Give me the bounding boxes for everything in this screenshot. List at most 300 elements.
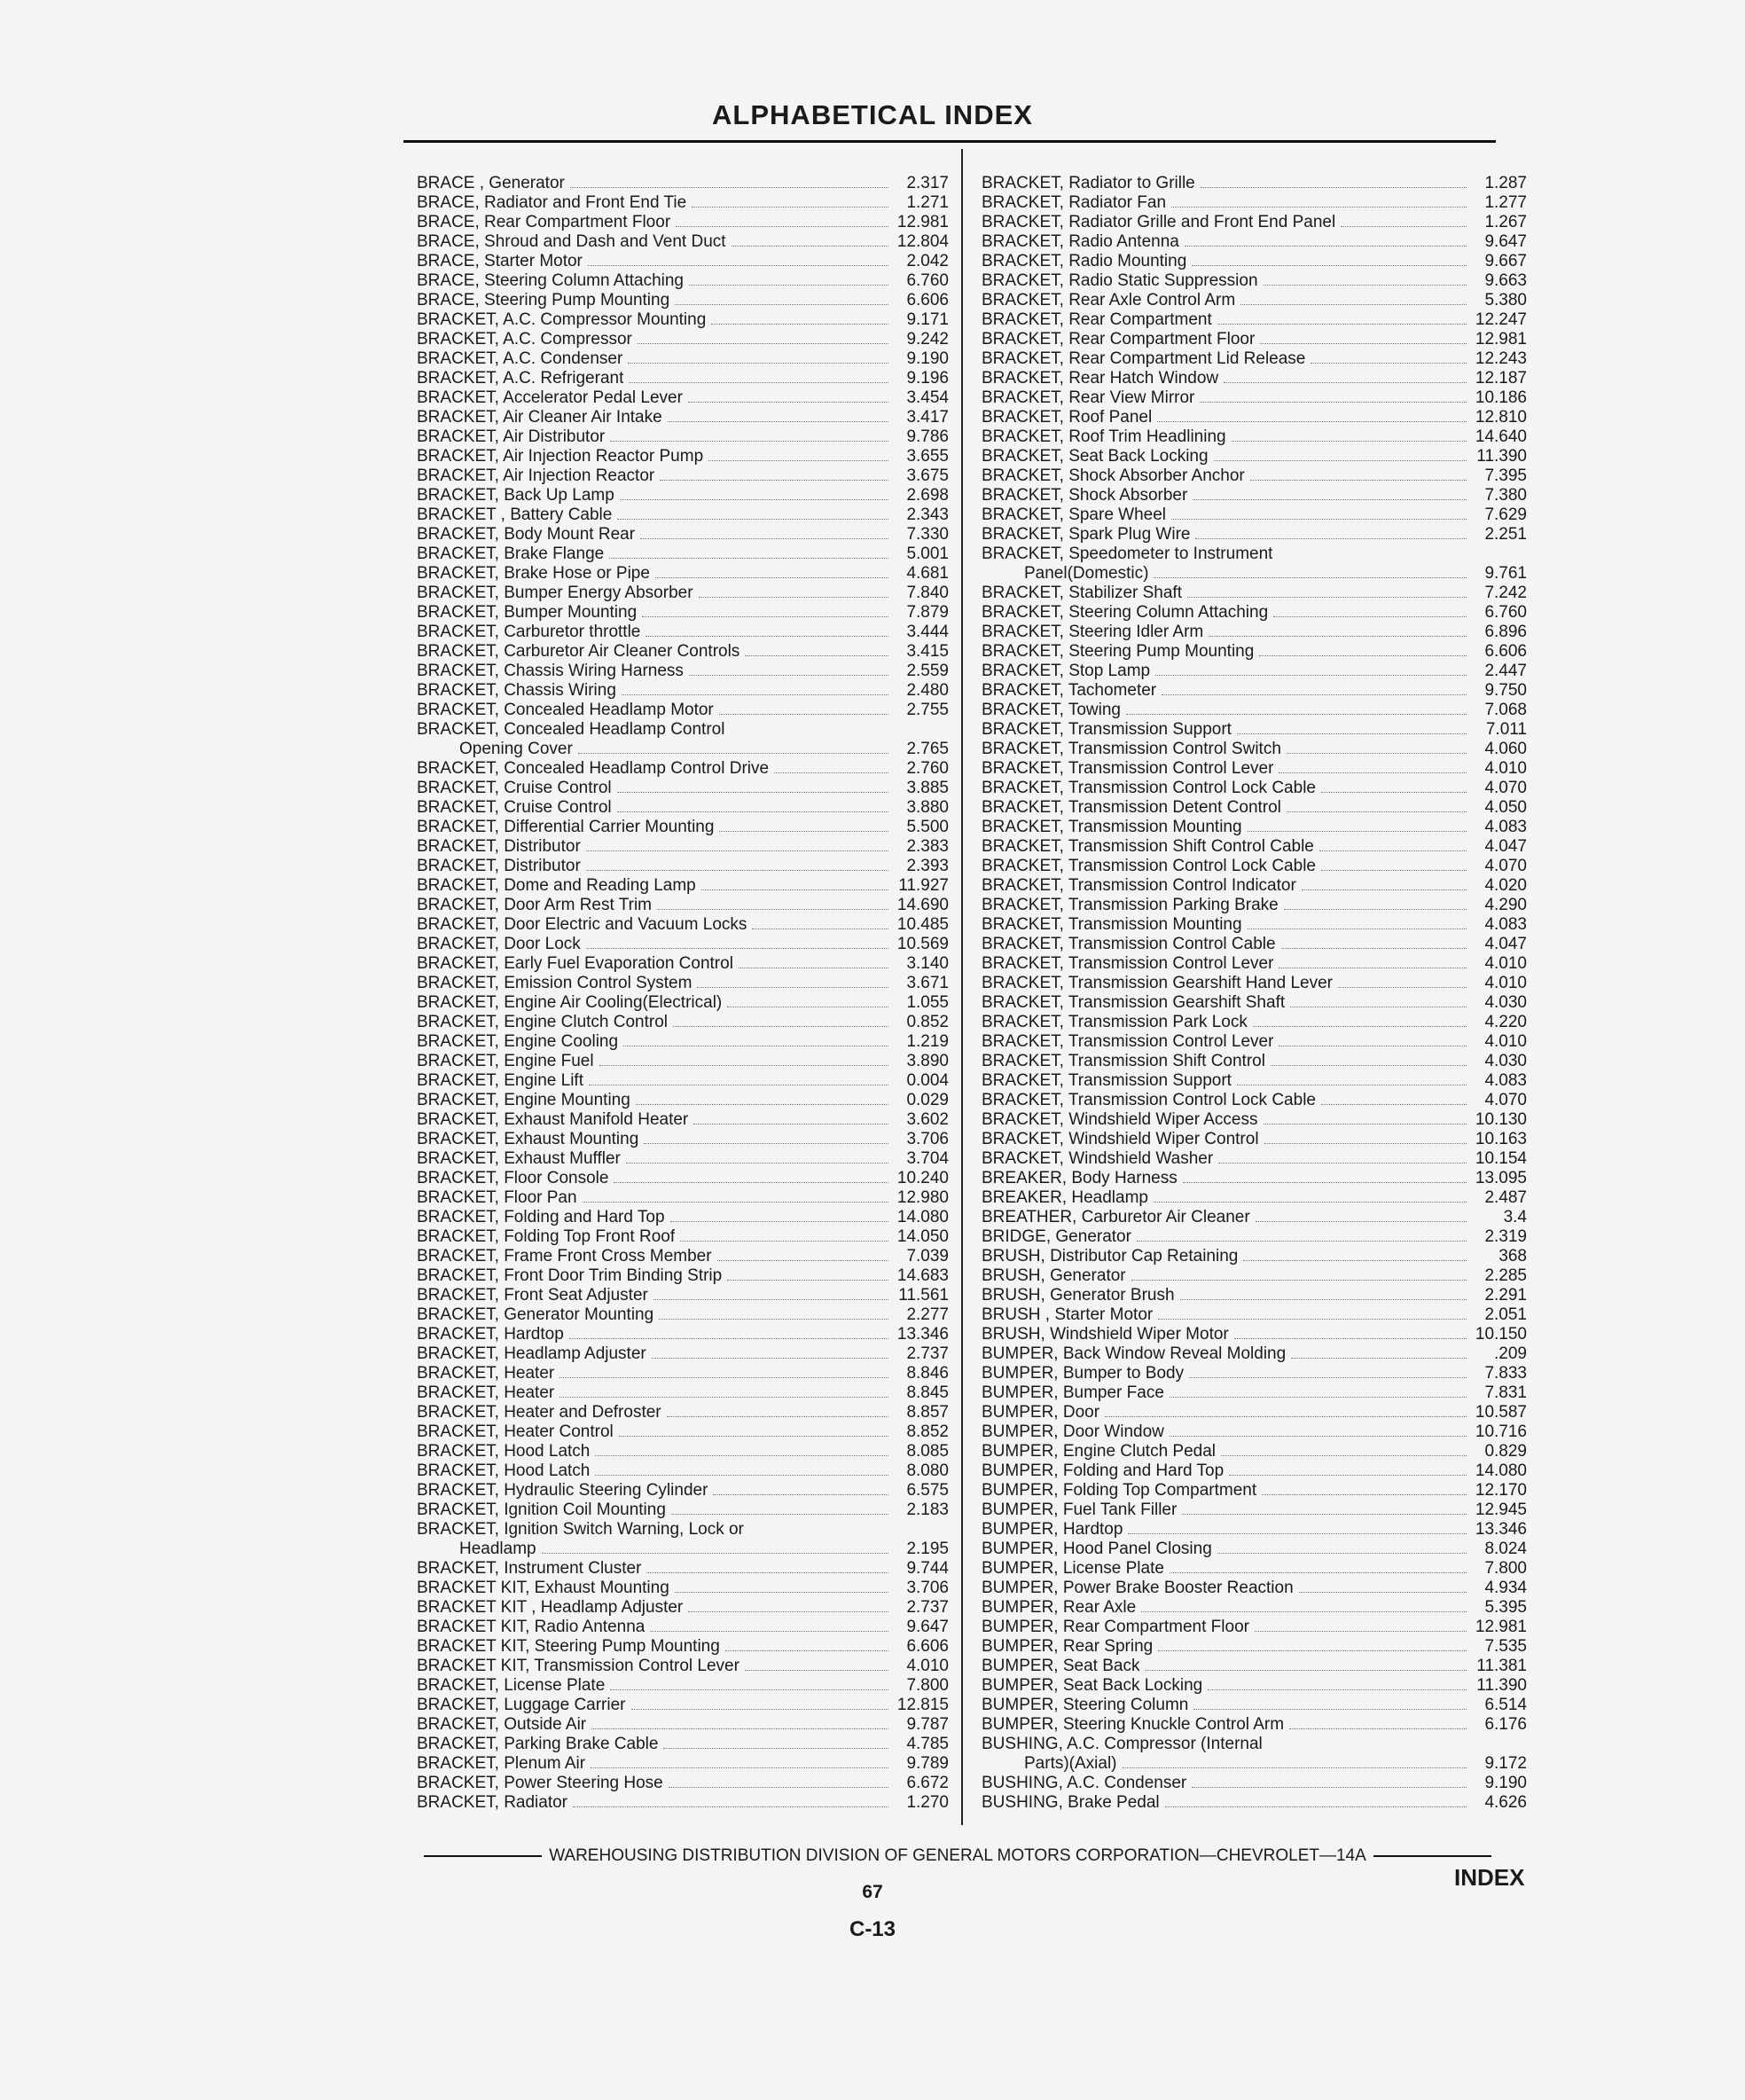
index-entry (417, 1715, 949, 1735)
index-entry (982, 1383, 1527, 1403)
index-entry (982, 447, 1527, 466)
entry-number: 2.765 (906, 740, 949, 758)
entry-number: 1.055 (906, 993, 949, 1012)
entry-number: 7.068 (1484, 701, 1527, 719)
index-entry (417, 252, 949, 271)
leader-dots (1224, 382, 1467, 383)
entry-number: 4.030 (1484, 993, 1527, 1012)
index-entry (417, 1130, 949, 1149)
leader-dots (559, 1377, 888, 1378)
entry-number: 4.010 (1484, 759, 1527, 778)
leader-dots (745, 655, 888, 656)
leader-dots (745, 1670, 888, 1671)
index-entry (417, 662, 949, 681)
entry-number: 14.050 (896, 1227, 949, 1246)
entry-name: BRACKET, Brake Hose or Pipe (417, 564, 650, 583)
entry-name: BRACKET, Roof Panel (982, 408, 1153, 427)
entry-name: BUSHING, Brake Pedal (982, 1793, 1160, 1812)
entry-number: 9.172 (1484, 1754, 1527, 1773)
leader-dots (1256, 1221, 1467, 1222)
entry-number: 9.647 (1484, 232, 1527, 251)
leader-dots (1192, 1787, 1467, 1788)
entry-name: BUSHING, A.C. Condenser (982, 1774, 1187, 1792)
entry-number: 9.744 (906, 1559, 949, 1578)
leader-dots (1264, 285, 1467, 286)
index-entry (982, 740, 1527, 759)
entry-name: BRACKET, Radiator to Grille (982, 174, 1195, 192)
leader-dots (640, 538, 888, 539)
index-entry (982, 1032, 1527, 1052)
leader-dots (646, 1572, 888, 1573)
entry-name: BRACKET, Rear Compartment (982, 310, 1212, 329)
entry-number: 1.287 (1484, 174, 1527, 192)
entry-number: 4.070 (1484, 1091, 1527, 1109)
entry-number: 13.095 (1475, 1169, 1527, 1187)
leader-dots (1158, 1319, 1467, 1320)
leader-dots (1218, 1163, 1467, 1164)
index-entry (417, 310, 949, 330)
entry-number: 9.663 (1484, 271, 1527, 290)
entry-name: BUMPER, Seat Back Locking (982, 1676, 1203, 1695)
entry-name: BRACKET, Transmission Control Lock Cable (982, 779, 1316, 797)
index-entry (982, 1637, 1527, 1657)
entry-name: BUMPER, Rear Compartment Floor (982, 1618, 1249, 1636)
entry-number: 10.485 (896, 915, 949, 934)
entry-number: 8.857 (906, 1403, 949, 1422)
index-entry (417, 1481, 949, 1501)
index-entry (982, 427, 1527, 447)
entry-number: 4.050 (1484, 798, 1527, 817)
entry-number: 1.270 (906, 1793, 949, 1812)
entry-number: 12.981 (1475, 330, 1527, 349)
leader-dots (1154, 1202, 1467, 1203)
entry-number: 9.787 (906, 1715, 949, 1734)
entry-name: BRACKET, Transmission Control Indicator (982, 876, 1296, 895)
leader-dots (1255, 1631, 1467, 1632)
entry-number: 13.346 (1475, 1520, 1527, 1539)
entry-name: BRACE , Generator (417, 174, 565, 192)
entry-name: BRACKET, Seat Back Locking (982, 447, 1209, 466)
index-entry (982, 466, 1527, 486)
entry-number: 3.704 (906, 1149, 949, 1168)
index-entry (982, 662, 1527, 681)
entry-number: 12.170 (1475, 1481, 1527, 1500)
index-entry (982, 232, 1527, 252)
leader-dots (1248, 831, 1467, 832)
entry-name: BRACKET, Hood Latch (417, 1461, 591, 1480)
leader-dots (1126, 714, 1467, 715)
index-entry (417, 1188, 949, 1208)
entry-number: 14.640 (1475, 427, 1527, 446)
entry-number: 2.183 (906, 1501, 949, 1519)
index-entry (417, 193, 949, 213)
entry-number: 2.051 (1484, 1305, 1527, 1324)
leader-dots (660, 480, 888, 481)
entry-number: 2.755 (906, 701, 949, 719)
entry-number: 12.981 (896, 213, 949, 231)
entry-number: 13.346 (896, 1325, 949, 1344)
leader-dots (646, 636, 888, 637)
leader-dots (570, 187, 888, 188)
index-entry (982, 1188, 1527, 1208)
leader-dots (1319, 850, 1467, 851)
page-code: C-13 (849, 1917, 896, 1941)
index-entry (982, 1286, 1527, 1305)
index-entry (417, 584, 949, 603)
index-entry (982, 369, 1527, 388)
leader-dots (1240, 304, 1467, 305)
entry-name: BRACKET, Steering Idler Arm (982, 623, 1204, 641)
entry-number: 2.447 (1484, 662, 1527, 680)
entry-number: 9.789 (906, 1754, 949, 1773)
entry-number: 9.190 (906, 349, 949, 368)
entry-number: 3.655 (906, 447, 949, 466)
index-entry (982, 1579, 1527, 1598)
entry-number: 8.085 (906, 1442, 949, 1461)
entry-number: 7.330 (906, 525, 949, 544)
entry-name: BREAKER, Body Harness (982, 1169, 1178, 1187)
leader-dots (1217, 324, 1467, 325)
entry-name: BRACKET, Radio Static Suppression (982, 271, 1258, 290)
entry-number: 0.004 (906, 1071, 949, 1090)
leader-dots (1171, 207, 1467, 208)
leader-dots (614, 1182, 888, 1183)
entry-number: 10.587 (1475, 1403, 1527, 1422)
index-entry (417, 1169, 949, 1188)
index-entry (982, 310, 1527, 330)
index-entry (982, 1598, 1527, 1618)
index-entry (982, 1676, 1527, 1696)
leader-dots (711, 324, 888, 325)
leader-dots (595, 1455, 888, 1456)
entry-number: 4.010 (1484, 1032, 1527, 1051)
leader-dots (1193, 1709, 1467, 1710)
index-entry (982, 564, 1527, 584)
entry-name: BUMPER, Folding Top Compartment (982, 1481, 1257, 1500)
entry-number: 6.896 (1484, 623, 1527, 641)
entry-number: 2.383 (906, 837, 949, 856)
leader-dots (688, 402, 888, 403)
entry-name: BRACKET, Differential Carrier Mounting (417, 818, 715, 836)
entry-name: BRACKET, Folding Top Front Roof (417, 1227, 676, 1246)
entry-number: 2.251 (1484, 525, 1527, 544)
leader-dots (1162, 694, 1467, 695)
index-entry (417, 720, 949, 740)
entry-name: BRACKET, Shock Absorber Anchor (982, 466, 1245, 485)
index-entry (982, 954, 1527, 974)
leader-dots (583, 1202, 888, 1203)
entry-name: BRACKET, Brake Flange (417, 545, 605, 563)
entry-number: 10.130 (1475, 1110, 1527, 1129)
leader-dots (676, 226, 888, 227)
leader-dots (1170, 1397, 1467, 1398)
index-entry (982, 642, 1527, 662)
leader-dots (617, 811, 888, 812)
leader-dots (1243, 1260, 1467, 1261)
index-entry (982, 1208, 1527, 1227)
leader-dots (653, 1299, 888, 1300)
index-entry (417, 271, 949, 291)
leader-dots (1209, 636, 1467, 637)
entry-name: BRACKET, Front Door Trim Binding Strip (417, 1266, 723, 1285)
entry-name: BRACKET, Radiator Grille and Front End Panel (982, 213, 1336, 231)
footer-rule-left (424, 1855, 542, 1857)
index-entry (982, 525, 1527, 545)
entry-name: BRACKET, Roof Trim Headlining (982, 427, 1226, 446)
index-entry (982, 252, 1527, 271)
entry-number: 3.706 (906, 1130, 949, 1148)
entry-name: BUMPER, Bumper Face (982, 1383, 1164, 1402)
entry-name: BRACKET, A.C. Condenser (417, 349, 623, 368)
index-entry (417, 1091, 949, 1110)
entry-number: 4.290 (1484, 896, 1527, 914)
entry-number: 3.671 (906, 974, 949, 992)
index-entry (417, 1383, 949, 1403)
index-entry (417, 1735, 949, 1754)
entry-number: 2.480 (906, 681, 949, 700)
entry-name: BRACKET, Transmission Mounting (982, 818, 1242, 836)
index-entry (417, 1110, 949, 1130)
entry-number: 12.980 (896, 1188, 949, 1207)
leader-dots (610, 1689, 888, 1690)
entry-name: BRACKET, Speedometer to Instrument (982, 545, 1273, 563)
index-entry (417, 427, 949, 447)
index-entry (982, 720, 1527, 740)
leader-dots (578, 753, 888, 754)
entry-name: BUMPER, Seat Back (982, 1657, 1140, 1675)
index-entry (417, 1618, 949, 1637)
index-entry (982, 896, 1527, 915)
entry-name: BRACKET, Heater and Defroster (417, 1403, 661, 1422)
entry-name: BRACKET, Transmission Gearshift Hand Lever (982, 974, 1333, 992)
index-entry (982, 1754, 1527, 1774)
leader-dots (652, 1358, 888, 1359)
index-entry (982, 1735, 1527, 1754)
entry-name: BRUSH , Starter Motor (982, 1305, 1154, 1324)
entry-number: 8.852 (906, 1422, 949, 1441)
leader-dots (617, 792, 888, 793)
entry-number: 12.187 (1475, 369, 1527, 388)
index-entry (417, 993, 949, 1013)
index-entry (982, 408, 1527, 427)
index-entry (417, 1403, 949, 1422)
entry-name: BRACKET, Floor Pan (417, 1188, 577, 1207)
entry-name: BRACKET, Air Injection Reactor (417, 466, 655, 485)
entry-name: BRACKET, Front Seat Adjuster (417, 1286, 648, 1305)
entry-name: BRACKET, A.C. Refrigerant (417, 369, 624, 388)
index-entry (982, 1344, 1527, 1364)
index-entry (982, 388, 1527, 408)
leader-dots (697, 987, 888, 988)
index-entry (982, 1071, 1527, 1091)
entry-name: BREATHER, Carburetor Air Cleaner (982, 1208, 1250, 1226)
leader-dots (591, 1767, 888, 1768)
leader-dots (619, 1436, 888, 1437)
leader-dots (1185, 246, 1467, 247)
index-entry (417, 291, 949, 310)
footer-text: WAREHOUSING DISTRIBUTION DIVISION OF GENERAL MOTORS CORPORATION—CHEVROLET—14A (549, 1846, 1366, 1865)
entry-name: BRACKET, Transmission Support (982, 1071, 1232, 1090)
entry-number: 6.606 (906, 291, 949, 310)
entry-name: BRACKET, Heater (417, 1383, 555, 1402)
entry-name: BRACKET, Tachometer (982, 681, 1157, 700)
entry-number: 7.380 (1484, 486, 1527, 505)
index-entry (417, 388, 949, 408)
entry-number: 9.242 (906, 330, 949, 349)
entry-name: BRACKET, Emission Control System (417, 974, 693, 992)
entry-number: 7.535 (1484, 1637, 1527, 1656)
leader-dots (1217, 1553, 1467, 1554)
index-entry (417, 1305, 949, 1325)
entry-name: BRACKET, Transmission Control Lever (982, 1032, 1274, 1051)
index-entry (982, 1793, 1527, 1813)
entry-number: 6.606 (1484, 642, 1527, 661)
entry-name: BRACKET, Headlamp Adjuster (417, 1344, 646, 1363)
entry-name: BRACKET, Hardtop (417, 1325, 564, 1344)
index-entry (417, 876, 949, 896)
entry-number: 14.080 (1475, 1461, 1527, 1480)
entry-name: BRACE, Steering Column Attaching (417, 271, 684, 290)
index-entry (417, 1344, 949, 1364)
entry-name: BRACKET, Transmission Control Lever (982, 954, 1274, 973)
entry-name: BUMPER, Hardtop (982, 1520, 1123, 1539)
entry-name: BRACKET KIT, Radio Antenna (417, 1618, 646, 1636)
page-title: ALPHABETICAL INDEX (712, 99, 1033, 130)
index-entry (982, 681, 1527, 701)
leader-dots (689, 675, 888, 676)
entry-number: 2.277 (906, 1305, 949, 1324)
leader-dots (1105, 1416, 1467, 1417)
entry-name: BRUSH, Generator (982, 1266, 1126, 1285)
entry-name: BUMPER, Power Brake Booster Reaction (982, 1579, 1294, 1597)
entry-name: BRACE, Starter Motor (417, 252, 583, 270)
leader-dots (1201, 187, 1467, 188)
entry-number: 12.815 (896, 1696, 949, 1714)
index-entry (982, 271, 1527, 291)
entry-name: BRACKET, Engine Fuel (417, 1052, 594, 1070)
entry-name: BRACKET, Distributor (417, 837, 581, 856)
leader-dots (1264, 1143, 1467, 1144)
index-entry (417, 837, 949, 857)
leader-dots (1195, 538, 1467, 539)
index-entry (982, 349, 1527, 369)
entry-number: 2.487 (1484, 1188, 1527, 1207)
index-entry (982, 1442, 1527, 1461)
index-entry (417, 369, 949, 388)
leader-dots (1321, 792, 1467, 793)
leader-dots (655, 577, 888, 578)
entry-number: 3.140 (906, 954, 949, 973)
entry-name: BRACKET, Back Up Lamp (417, 486, 614, 505)
entry-number: 10.154 (1475, 1149, 1527, 1168)
leader-dots (692, 207, 888, 208)
leader-dots (708, 460, 888, 461)
entry-name: BRACKET, Radio Mounting (982, 252, 1187, 270)
entry-name: BRACKET, Cruise Control (417, 798, 612, 817)
entry-number: 2.195 (906, 1540, 949, 1558)
entry-number: 9.667 (1484, 252, 1527, 270)
leader-dots (1214, 460, 1467, 461)
index-entry (417, 174, 949, 193)
leader-dots (599, 1065, 888, 1066)
index-entry (982, 935, 1527, 954)
leader-dots (642, 616, 888, 617)
index-entry (417, 1266, 949, 1286)
entry-number: 2.393 (906, 857, 949, 875)
index-entry (417, 213, 949, 232)
index-entry (982, 1364, 1527, 1383)
leader-dots (1260, 343, 1467, 344)
entry-number: 9.647 (906, 1618, 949, 1636)
index-entry (982, 974, 1527, 993)
leader-dots (1311, 363, 1467, 364)
entry-name: BUMPER, Back Window Reveal Molding (982, 1344, 1287, 1363)
footer (417, 1846, 1499, 1866)
entry-name: BRACKET, Air Distributor (417, 427, 606, 446)
index-entry (982, 623, 1527, 642)
entry-name: BRACKET, Exhaust Muffler (417, 1149, 621, 1168)
index-entry (417, 740, 949, 759)
entry-number: 9.196 (906, 369, 949, 388)
section-label: INDEX (1454, 1864, 1525, 1891)
leader-dots (657, 909, 888, 910)
entry-number: 6.606 (906, 1637, 949, 1656)
entry-name: BUMPER, Bumper to Body (982, 1364, 1185, 1383)
entry-name: BRACKET, Towing (982, 701, 1121, 719)
left-index-column (417, 174, 949, 1813)
entry-name: BRACKET, Windshield Wiper Control (982, 1130, 1259, 1148)
entry-name: BRACKET, Air Injection Reactor Pump (417, 447, 704, 466)
entry-number: 10.716 (1475, 1422, 1527, 1441)
leader-dots (659, 1319, 888, 1320)
entry-number: 7.800 (1484, 1559, 1527, 1578)
leader-dots (1321, 1104, 1467, 1105)
leader-dots (663, 1748, 888, 1749)
leader-dots (610, 441, 888, 442)
entry-name: BUMPER, Engine Clutch Pedal (982, 1442, 1217, 1461)
leader-dots (638, 343, 888, 344)
index-entry (982, 1696, 1527, 1715)
entry-number: 8.024 (1484, 1540, 1527, 1558)
leader-dots (586, 948, 888, 949)
index-entry (982, 1618, 1527, 1637)
entry-number: 4.070 (1484, 857, 1527, 875)
header-rule (403, 140, 1496, 143)
leader-dots (595, 1475, 888, 1476)
entry-number: 3.602 (906, 1110, 949, 1129)
entry-name: BRACKET, Rear Hatch Window (982, 369, 1219, 388)
entry-number: 6.176 (1484, 1715, 1527, 1734)
entry-name: BRACKET, Body Mount Rear (417, 525, 636, 544)
index-entry (417, 1149, 949, 1169)
entry-number: 8.080 (906, 1461, 949, 1480)
index-entry (982, 915, 1527, 935)
leader-dots (1250, 480, 1467, 481)
leader-dots (631, 1709, 889, 1710)
index-entry (417, 1032, 949, 1052)
entry-number: 2.317 (906, 174, 949, 192)
entry-number: 3.885 (906, 779, 949, 797)
entry-number: 3.675 (906, 466, 949, 485)
entry-number: 7.831 (1484, 1383, 1527, 1402)
entry-name: BRACKET, Hydraulic Steering Cylinder (417, 1481, 708, 1500)
entry-name: BUMPER, Hood Panel Closing (982, 1540, 1212, 1558)
leader-dots (667, 1416, 888, 1417)
entry-number: 3.415 (906, 642, 949, 661)
entry-number: 7.629 (1484, 505, 1527, 524)
index-entry (982, 174, 1527, 193)
leader-dots (636, 1104, 888, 1105)
